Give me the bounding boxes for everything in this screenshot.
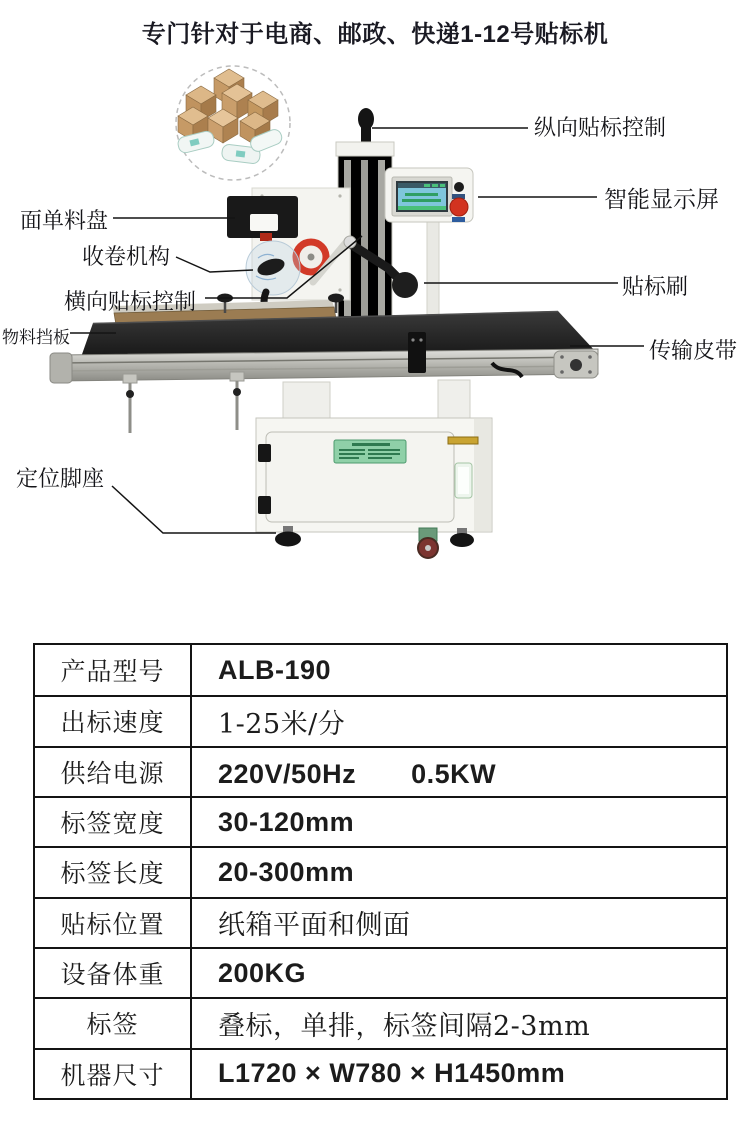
emergency-stop-button bbox=[450, 198, 468, 216]
spec-value-power: 220V/50Hz 0.5KW bbox=[192, 746, 726, 796]
spec-value-width: 30-120mm bbox=[192, 796, 726, 846]
spec-label-length: 标签长度 bbox=[35, 846, 192, 896]
spec-value-length: 20-300mm bbox=[192, 846, 726, 896]
spec-value-dimensions: L1720 × W780 × H1450mm bbox=[192, 1048, 726, 1098]
leveling-foot bbox=[450, 533, 474, 547]
leveling-foot bbox=[275, 532, 301, 547]
callout-positioning-feet: 定位脚座 bbox=[16, 467, 105, 492]
spec-label-weight: 设备体重 bbox=[35, 947, 192, 997]
spec-value-model: ALB-190 bbox=[218, 654, 332, 685]
base-cabinet bbox=[256, 380, 492, 558]
spec-value-label-type: 叠标，单排，标签间隔2-3mm bbox=[192, 997, 726, 1047]
brush-roller bbox=[392, 272, 418, 298]
spec-value-position: 纸箱平面和侧面 bbox=[192, 897, 726, 947]
callout-material-guide: 物料挡板 bbox=[2, 328, 70, 348]
door-hinge bbox=[258, 496, 271, 514]
callout-horizontal-control: 横向贴标控制 bbox=[64, 290, 197, 315]
spec-table bbox=[33, 643, 728, 1100]
gold-sticker bbox=[448, 437, 478, 444]
panel-knob bbox=[454, 182, 464, 192]
parcel-inset-image bbox=[176, 66, 290, 180]
spec-label-model: 产品型号 bbox=[35, 645, 192, 695]
callout-rewind-mechanism: 收卷机构 bbox=[82, 245, 171, 270]
spec-label-power: 供给电源 bbox=[35, 746, 192, 796]
callout-label-tray: 面单料盘 bbox=[20, 209, 109, 234]
callout-vertical-control: 纵向贴标控制 bbox=[534, 116, 667, 141]
spec-label-dimensions: 机器尺寸 bbox=[35, 1048, 192, 1098]
spec-label-speed: 出标速度 bbox=[35, 695, 192, 745]
callout-smart-display: 智能显示屏 bbox=[604, 187, 719, 213]
spec-value-weight: 200KG bbox=[192, 947, 726, 997]
page-title: 专门针对于电商、邮政、快递1-12号贴标机 bbox=[141, 21, 609, 48]
door-hinge bbox=[258, 444, 271, 462]
spec-label-position: 贴标位置 bbox=[35, 897, 192, 947]
callout-label-brush: 贴标刷 bbox=[622, 275, 689, 300]
spec-label-width: 标签宽度 bbox=[35, 796, 192, 846]
spec-label-label-type: 标签 bbox=[35, 997, 192, 1047]
belt-sensor bbox=[408, 332, 426, 373]
callout-conveyor-belt: 传输皮带 bbox=[649, 339, 738, 364]
spec-value-speed: 1-25米/分 bbox=[192, 695, 726, 745]
